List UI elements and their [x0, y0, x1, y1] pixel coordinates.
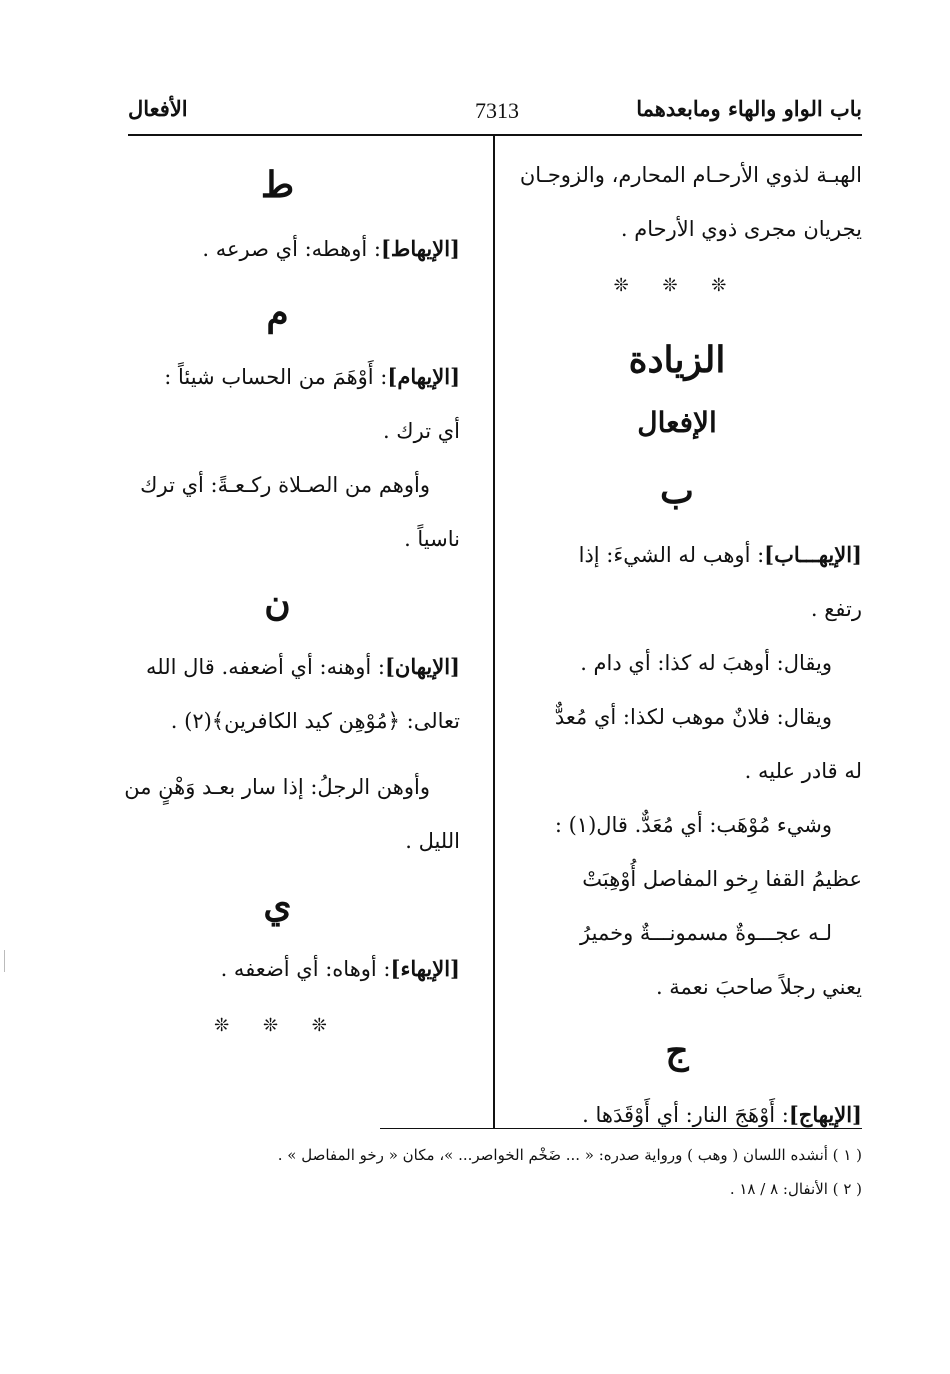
text-line: رتفع . — [810, 597, 862, 621]
entry-definition: : أوهنه: أي أضعفه. قال الله — [146, 655, 385, 679]
text-line: أي ترك . — [382, 419, 460, 443]
entry-ihat — [95, 222, 460, 276]
entry-ihan — [95, 640, 460, 694]
scan-edge-mark — [4, 950, 11, 972]
entry-term: [الإيهان] — [384, 654, 460, 679]
text-line: وشيء مُوْهَب: أي مُعَدٌّ. قال(١) : — [554, 813, 832, 837]
text-line: يعني رجلاً صاحبَ نعمة . — [655, 975, 862, 999]
entry-definition: : أوهب له الشيءَ: إذا — [578, 543, 765, 567]
text-line: يجريان مجرى ذوي الأرحام . — [620, 217, 862, 241]
verse-line: لـه عجـــوةٌ مسمونـــةٌ وخميرُ — [580, 921, 832, 945]
entry-definition: : أوهاه: أي أضعفه . — [220, 957, 391, 981]
footnote-rule — [380, 1128, 862, 1129]
entry-definition: : أَوْهَجَ النار: أي أَوْقَدَها . — [582, 1103, 789, 1127]
entry-ihab — [492, 528, 862, 582]
subsection-heading: الإفعال — [637, 406, 717, 439]
letter-heading: ي — [263, 884, 292, 926]
letter-heading: ب — [660, 470, 694, 512]
entry-ihaj — [492, 1088, 862, 1142]
letter-heading: ج — [665, 1030, 689, 1072]
section-separator: ❊ ❊ ❊ — [214, 1015, 341, 1036]
text-line: ويقال: أوهبَ له كذا: أي دام . — [580, 651, 832, 675]
text-line: وأوهن الرجلُ: إذا سار بعـد وَهْنٍ من — [124, 775, 430, 799]
text-line: الليل . — [405, 829, 460, 853]
text-line: ويقال: فلانٌ موهب لكذا: أي مُعدٌّ — [554, 705, 832, 729]
chapter-title: باب الواو والهاء ومابعدهما — [636, 96, 862, 121]
section-separator: ❊ ❊ ❊ — [613, 275, 741, 296]
entry-ihah — [95, 942, 460, 996]
text-line: له قادر عليه . — [744, 759, 862, 783]
footnote-1: ( ١ ) أنشده اللسان ( وهب ) ورواية صدره: « ... ضَخْم الخواصر... »، مكان « رخو المفاصل » . — [277, 1146, 862, 1164]
entry-term: [الإيهاء] — [390, 956, 460, 981]
verse-line: عظيمُ القفا رِخو المفاصل أُوْهِبَتْ — [582, 867, 862, 891]
header-rule — [128, 134, 862, 136]
entry-term: [الإيهاط] — [380, 236, 460, 261]
quran-quote: تعالى: ﴿مُوْهِن كيد الكافرين﴾(٢) . — [170, 709, 460, 733]
text-line: وأوهم من الصـلاة ركـعـةً: أي ترك — [140, 473, 430, 497]
page-number: 7313 — [475, 98, 519, 123]
entry-definition: : أوهطه: أي صرعه . — [202, 237, 381, 261]
page-header — [0, 0, 950, 140]
right-column — [492, 148, 862, 1142]
letter-heading: ط — [260, 164, 295, 206]
text-line: الهبـة لذوي الأرحـام المحارم، والزوجـان — [519, 163, 862, 187]
entry-definition: : أَوْهَمَ من الحساب شيئاً : — [164, 365, 388, 389]
entry-term: [الإيهاج] — [788, 1102, 862, 1127]
entry-term: [الإيهام] — [387, 364, 460, 389]
letter-heading: ن — [264, 582, 291, 624]
entry-iham — [95, 350, 460, 404]
section-running-title: الأفعال — [128, 96, 188, 121]
entry-term: [الإيهـــاب] — [764, 542, 862, 567]
left-column — [95, 148, 460, 1056]
footnotes — [162, 1138, 862, 1206]
section-heading: الزيادة — [628, 339, 726, 381]
text-line: ناسياً . — [404, 527, 460, 551]
footnote-2: ( ٢ ) الأنفال: ٨ / ١٨ . — [729, 1180, 862, 1198]
letter-heading: م — [266, 292, 289, 334]
